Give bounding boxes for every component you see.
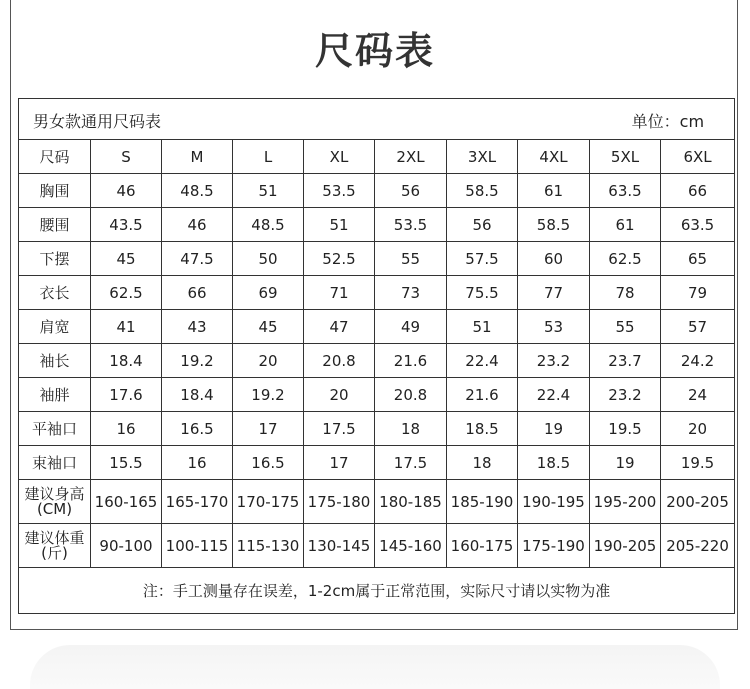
table-cell: 19 — [518, 412, 590, 446]
table-cell: 20 — [661, 412, 735, 446]
table-cell: 19 — [590, 446, 661, 480]
table-cell: 58.5 — [447, 174, 518, 208]
table-cell: 180-185 — [375, 480, 447, 524]
table-cell: 15.5 — [91, 446, 162, 480]
table-cell: 69 — [233, 276, 304, 310]
table-cell: 19.5 — [590, 412, 661, 446]
table-cell: 18.5 — [518, 446, 590, 480]
table-cell: 18.4 — [162, 378, 233, 412]
table-cell: 45 — [233, 310, 304, 344]
table-cell: 66 — [661, 174, 735, 208]
table-cell: 190-205 — [590, 524, 661, 568]
table-row — [19, 344, 735, 378]
table-cell: 23.7 — [590, 344, 661, 378]
table-cell: 200-205 — [661, 480, 735, 524]
row-label: 束袖口 — [19, 446, 91, 480]
column-header: 3XL — [447, 140, 518, 174]
table-cell: 45 — [91, 242, 162, 276]
bottom-fade-decoration — [30, 645, 720, 689]
table-cell: 18.4 — [91, 344, 162, 378]
note-row — [19, 568, 735, 614]
column-header: 4XL — [518, 140, 590, 174]
table-cell: 24 — [661, 378, 735, 412]
table-cell: 160-165 — [91, 480, 162, 524]
table-caption-row — [19, 99, 735, 140]
measurement-note: 注：手工测量存在误差，1-2cm属于正常范围，实际尺寸请以实物为准 — [19, 568, 735, 614]
table-cell: 21.6 — [375, 344, 447, 378]
table-cell: 49 — [375, 310, 447, 344]
table-row — [19, 310, 735, 344]
table-cell: 51 — [304, 208, 375, 242]
row-label: 下摆 — [19, 242, 91, 276]
column-header: M — [162, 140, 233, 174]
row-label: 腰围 — [19, 208, 91, 242]
table-cell: 79 — [661, 276, 735, 310]
row-label: 肩宽 — [19, 310, 91, 344]
table-cell: 75.5 — [447, 276, 518, 310]
unit-label: 单位：cm — [631, 112, 705, 131]
row-label: 平袖口 — [19, 412, 91, 446]
table-cell: 18.5 — [447, 412, 518, 446]
table-caption — [19, 99, 735, 140]
table-cell: 100-115 — [162, 524, 233, 568]
table-cell: 65 — [661, 242, 735, 276]
table-cell: 62.5 — [590, 242, 661, 276]
table-cell: 175-190 — [518, 524, 590, 568]
column-header: 尺码 — [19, 140, 91, 174]
table-cell: 71 — [304, 276, 375, 310]
table-cell: 17.6 — [91, 378, 162, 412]
row-label-line: 建议体重 — [24, 528, 85, 547]
table-cell: 55 — [590, 310, 661, 344]
table-title: 男女款通用尺码表 — [33, 112, 162, 131]
table-row — [19, 242, 735, 276]
table-cell: 160-175 — [447, 524, 518, 568]
table-cell: 43.5 — [91, 208, 162, 242]
table-cell: 60 — [518, 242, 590, 276]
table-cell: 18 — [375, 412, 447, 446]
column-header: S — [91, 140, 162, 174]
page-title: 尺码表 — [314, 29, 435, 73]
table-cell: 73 — [375, 276, 447, 310]
table-cell: 56 — [375, 174, 447, 208]
table-cell: 16.5 — [233, 446, 304, 480]
table-cell: 20 — [304, 378, 375, 412]
table-cell: 46 — [162, 208, 233, 242]
table-cell: 57 — [661, 310, 735, 344]
table-cell: 51 — [447, 310, 518, 344]
table-cell: 20 — [233, 344, 304, 378]
table-row — [19, 412, 735, 446]
row-label-unit: (CM) — [36, 499, 73, 518]
table-cell: 77 — [518, 276, 590, 310]
column-header: XL — [304, 140, 375, 174]
table-cell: 18 — [447, 446, 518, 480]
table-cell: 66 — [162, 276, 233, 310]
table-cell: 48.5 — [162, 174, 233, 208]
table-cell: 165-170 — [162, 480, 233, 524]
table-cell: 61 — [590, 208, 661, 242]
row-label-line: 建议身高 — [24, 484, 85, 503]
table-cell: 53.5 — [375, 208, 447, 242]
table-cell: 17.5 — [375, 446, 447, 480]
table-cell: 20.8 — [375, 378, 447, 412]
table-cell: 41 — [91, 310, 162, 344]
table-cell: 55 — [375, 242, 447, 276]
table-cell: 115-130 — [233, 524, 304, 568]
table-cell: 62.5 — [91, 276, 162, 310]
table-cell: 48.5 — [233, 208, 304, 242]
row-label: 袖长 — [19, 344, 91, 378]
table-cell: 22.4 — [447, 344, 518, 378]
table-cell: 145-160 — [375, 524, 447, 568]
table-cell: 50 — [233, 242, 304, 276]
size-chart-table — [18, 98, 735, 614]
table-cell: 16 — [162, 446, 233, 480]
table-row — [19, 446, 735, 480]
table-cell: 57.5 — [447, 242, 518, 276]
table-cell: 43 — [162, 310, 233, 344]
table-cell: 19.5 — [661, 446, 735, 480]
column-header: L — [233, 140, 304, 174]
table-row — [19, 378, 735, 412]
table-cell: 17 — [233, 412, 304, 446]
table-cell: 61 — [518, 174, 590, 208]
table-cell: 190-195 — [518, 480, 590, 524]
table-cell: 58.5 — [518, 208, 590, 242]
table-cell: 16.5 — [162, 412, 233, 446]
table-cell: 52.5 — [304, 242, 375, 276]
row-label — [19, 524, 91, 568]
table-cell: 195-200 — [590, 480, 661, 524]
table-cell: 47 — [304, 310, 375, 344]
column-header: 6XL — [661, 140, 735, 174]
table-cell: 19.2 — [162, 344, 233, 378]
table-header-row — [19, 140, 735, 174]
table-row — [19, 276, 735, 310]
table-cell: 130-145 — [304, 524, 375, 568]
column-header: 5XL — [590, 140, 661, 174]
suggested-weight-row — [19, 524, 735, 568]
table-cell: 22.4 — [518, 378, 590, 412]
table-cell: 19.2 — [233, 378, 304, 412]
table-cell: 90-100 — [91, 524, 162, 568]
row-label: 袖胖 — [19, 378, 91, 412]
table-cell: 17 — [304, 446, 375, 480]
table-cell: 21.6 — [447, 378, 518, 412]
table-cell: 78 — [590, 276, 661, 310]
table-cell: 175-180 — [304, 480, 375, 524]
row-label: 衣长 — [19, 276, 91, 310]
table-row — [19, 208, 735, 242]
table-cell: 185-190 — [447, 480, 518, 524]
table-cell: 53 — [518, 310, 590, 344]
table-cell: 63.5 — [590, 174, 661, 208]
table-cell: 205-220 — [661, 524, 735, 568]
table-cell: 17.5 — [304, 412, 375, 446]
table-cell: 46 — [91, 174, 162, 208]
table-cell: 51 — [233, 174, 304, 208]
row-label-unit: (斤) — [41, 543, 68, 562]
table-cell: 47.5 — [162, 242, 233, 276]
table-cell: 53.5 — [304, 174, 375, 208]
table-row — [19, 174, 735, 208]
table-cell: 23.2 — [590, 378, 661, 412]
suggested-height-row — [19, 480, 735, 524]
column-header: 2XL — [375, 140, 447, 174]
row-label: 胸围 — [19, 174, 91, 208]
table-cell: 56 — [447, 208, 518, 242]
row-label — [19, 480, 91, 524]
table-cell: 16 — [91, 412, 162, 446]
table-cell: 63.5 — [661, 208, 735, 242]
table-cell: 170-175 — [233, 480, 304, 524]
table-cell: 24.2 — [661, 344, 735, 378]
table-cell: 20.8 — [304, 344, 375, 378]
table-cell: 23.2 — [518, 344, 590, 378]
